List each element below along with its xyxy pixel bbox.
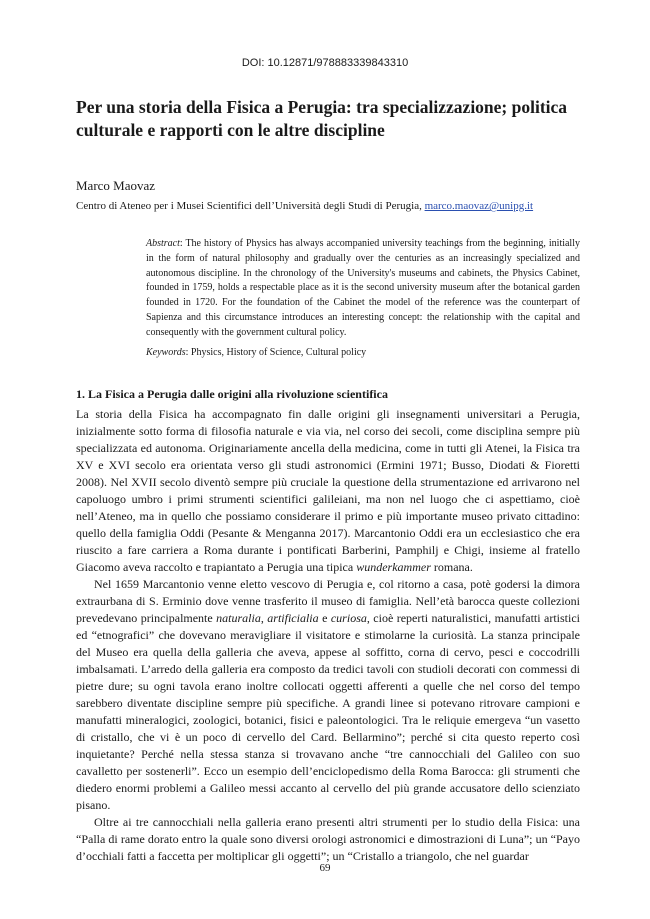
doi: DOI: 10.12871/978883339843310 [241,57,409,69]
paragraph-2-sep-2: e [318,611,331,625]
paragraph-2-italic-artificialia: artificialia [267,611,319,625]
page-number: 69 [319,862,331,874]
keywords-label: Keywords [146,347,186,358]
paragraph-2-sep-1: , [260,611,268,625]
author-name: Marco Maovaz [76,178,156,193]
paragraph-2-italic-naturalia: naturalia [216,611,261,625]
paragraph-1-text: La storia della Fisica ha accompagnato fin dalle origini gli insegnamenti universitari a Perugia, inizialmente sotto forma di filosofia naturale e via via, nel corso dei secoli, come disciplina sempre più specializzata ed autonoma. Originariamente ancella della medicina, come in tutti gli Atenei, la Fisica tra XV e XVI secolo era orientata verso gli studi astronomici (Ermini 1971; Busso, Diodati & Fioretti 2008). Nel XVII secolo diventò sempre più cruciale la questione della strumentazione ed arrivarono nel capoluogo umbro i primi strumenti scientifici galileiani, ma non nel luogo che ci aspettiamo, cioè nell’Ateneo, ma in quello che possiamo considerare il primo e più importante museo privato cittadino: quello della famiglia Oddi (Pesante & Menganna 2017). Marcantonio Oddi era un ecclesiastico che era riuscito a fare carriera a Roma durante i pontificati Barberini, Pamphilj e Chigi, insieme al fratello Giacomo aveva raccolto e trapiantato a Perugia una tipica [76,407,580,574]
paper-title: Per una storia della Fisica a Perugia: tra specializzazione; politica culturale e rapporti con le altre discipline [76,97,568,140]
paragraph-2-italic-curiosa: curiosa [330,611,367,625]
abstract-text: : The history of Physics has always accompanied university teachings from the beginning, initially in the form of natural philosophy and gradually over the centuries as an increasingly specialized and autonomous discipline. In the chronology of the University's museums and cabinets, the Physics Cabinet, founded in 1759, holds a respectable place as it is the second university museum after the botanical garden founded in 1720. For the foundation of the Cabinet the model of the reference was the counterpart of Sapienza and this circumstance introduces an interesting concept: the relationship with the capital and consequently with the government cultural policy. [146,238,580,338]
abstract [146,237,580,341]
affiliation-text: Centro di Ateneo per i Musei Scientifici dell’Università degli Studi di Perugia, [76,200,425,212]
email-link[interactable]: marco.maovaz@unipg.it [424,200,534,212]
body-text [76,406,580,865]
affiliation [76,200,586,212]
abstract-label: Abstract [146,238,180,249]
keywords-text: : Physics, History of Science, Cultural policy [185,347,367,358]
keywords [146,347,580,358]
paragraph-3: Oltre ai tre cannocchiali nella galleria erano presenti altri strumenti per lo studio della Fisica: una “Palla di rame dorato entro la quale sono diversi orologi astronomici e dimostrazioni di Luna”; un “Payo d’occhiali fatti a faccetta per moltiplicar gli oggetti”; un “Cristallo a triangolo, che nel guardar [76,815,580,863]
paragraph-1 [76,406,580,576]
paragraph-2-text: Nel 1659 Marcantonio venne eletto vescovo di Perugia e, col ritorno a casa, potè godersi la dimora extraurbana di S. Erminio dove venne trasferito il museo di famiglia. Nell’età barocca queste collezioni prevedevano principalmente [76,577,580,625]
paragraph-1-tail: romana. [430,560,473,574]
section-heading: 1. La Fisica a Perugia dalle origini alla rivoluzione scientifica [76,387,388,401]
paragraph-1-italic: wunderkammer [356,560,431,574]
paragraph-2 [76,576,580,814]
paragraph-2-tail: , cioè reperti naturalistici, manufatti artistici ed “etnografici” che dovevano meravigliare il visitatore e stimolarne la curiosità. La stanza principale del Museo era quella della galleria che aveva, appese al soffitto, corna di cervo, pesci e coccodrilli imbalsamati. L’arredo della galleria era composto da tredici tavoli con studioli decorati con commessi di pietre dure; su ogni tavola erano inoltre collocati oggetti afferenti a quelle che nel corso del tempo sarebbero diventate discipline sempre più specifiche. A grandi linee si potevano ritrovare campioni e manufatti mineralogici, zoologici, botanici, fisici e paleontologici. Tra le reliquie emergeva “un vasetto di cristallo, che vi è un poco di cervello del Card. Bellarmino”; perché si cita questo reperto così inquietante? Perché nella stessa stanza si trovavano anche “tre cannocchiali del Galileo con suo cavalletto per sostenerli”. Ecco un esempio dell’enciclopedismo della Roma Barocca: gli strumenti che diedero enormi problemi a Galileo messi accanto al cervello del più grande accusatore dello scienziato pisano. [76,611,581,812]
